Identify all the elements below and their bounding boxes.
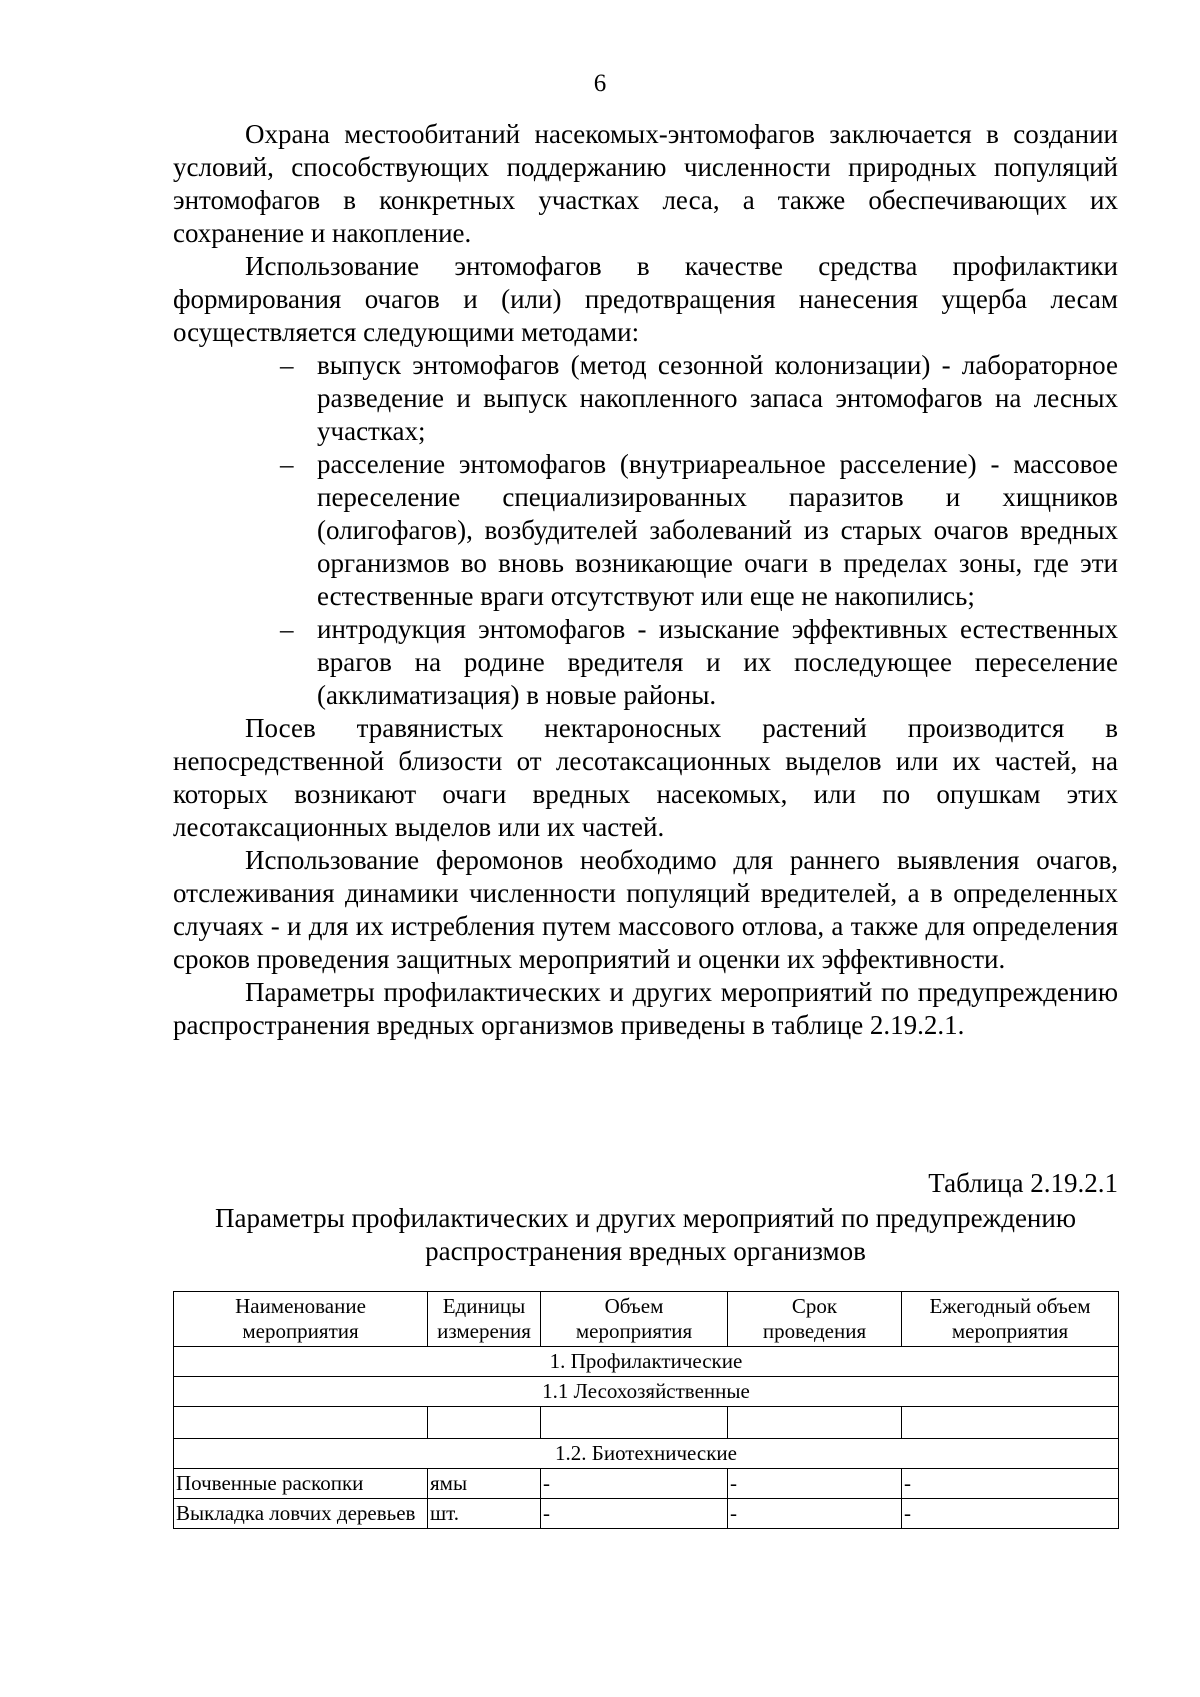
list-item-text: выпуск энтомофагов (метод сезонной колонизации) - лабораторное разведение и выпуск накопленного запаса энтомофагов на лесных участках; [317, 350, 1118, 446]
measures-table [173, 1291, 1119, 1529]
list-item [173, 349, 1118, 448]
cell-annual: - [902, 1499, 1119, 1529]
table-section-row [174, 1439, 1119, 1469]
paragraph-table-reference: Параметры профилактических и других мероприятий по предупреждению распространения вредных организмов приведены в таблице 2.19.2.1. [173, 977, 1118, 1040]
list-item-text: расселение энтомофагов (внутриареальное расселение) - массовое переселение специализированных паразитов и хищников (олигофагов), возбудителей заболеваний из старых очагов вредных организмов во вновь возникающие очаги в пределах зоны, где эти естественные враги отсутствуют или еще не накопились; [317, 449, 1118, 611]
table-title [173, 1202, 1118, 1268]
header-unit: Единицы измерения [428, 1292, 541, 1347]
table-cell [428, 1407, 541, 1439]
list-item-text: интродукция энтомофагов - изыскание эффективных естественных врагов на родине вредителя и их последующее переселение (акклиматизация) в новые районы. [317, 614, 1118, 710]
table-row [174, 1407, 1119, 1439]
list-item [173, 613, 1118, 712]
table-cell [541, 1407, 728, 1439]
page-number: 6 [593, 70, 607, 97]
cell-unit: шт. [428, 1499, 541, 1529]
section-forestry: 1.1 Лесохозяйственные [174, 1377, 1119, 1407]
body-text [173, 118, 1118, 1042]
header-name: Наименование мероприятия [174, 1292, 428, 1347]
paragraph-entomophage-habitats: Охрана местообитаний насекомых-энтомофагов заключается в создании условий, способствующих поддержанию численности природных популяций энтомофагов в конкретных участках леса, а также обеспечивающих их сохранение и накопление. [173, 119, 1118, 248]
header-volume: Объем мероприятия [541, 1292, 728, 1347]
header-period: Срок проведения [728, 1292, 902, 1347]
cell-name: Почвенные раскопки [174, 1469, 428, 1499]
table-cell [728, 1407, 902, 1439]
paragraph-nectar-plants: Посев травянистых нектароносных растений производится в непосредственной близости от лесотаксационных выделов или их частей, на которых возникают очаги вредных насекомых, или по опушкам этих лесотаксационных выделов или их частей. [173, 713, 1118, 842]
table-cell [902, 1407, 1119, 1439]
cell-period: - [728, 1469, 902, 1499]
table-title-line: Параметры профилактических и других мероприятий по предупреждению [214, 1203, 1077, 1233]
cell-volume: - [541, 1469, 728, 1499]
paragraph-entomophage-methods: Использование энтомофагов в качестве средства профилактики формирования очагов и (или) предотвращения нанесения ущерба лесам осуществляется следующими методами: [173, 251, 1118, 347]
table-header-row [174, 1292, 1119, 1347]
paragraph-pheromones: Использование феромонов необходимо для раннего выявления очагов, отслеживания динамики численности популяций вредителей, а в определенных случаях - и для их истребления путем массового отлова, а также для определения сроков проведения защитных мероприятий и оценки их эффективности. [173, 845, 1118, 974]
cell-unit: ямы [428, 1469, 541, 1499]
table-number: Таблица 2.19.2.1 [928, 1168, 1118, 1198]
table-caption [173, 1167, 1118, 1268]
list-dash: – [280, 614, 294, 644]
section-biotechnical: 1.2. Биотехнические [174, 1439, 1119, 1469]
table-title-line: распространения вредных организмов [425, 1236, 866, 1266]
table-row [174, 1499, 1119, 1529]
cell-volume: - [541, 1499, 728, 1529]
header-annual: Ежегодный объем мероприятия [902, 1292, 1119, 1347]
section-preventive: 1. Профилактические [174, 1347, 1119, 1377]
methods-list [173, 349, 1118, 712]
list-item [173, 448, 1118, 613]
cell-period: - [728, 1499, 902, 1529]
table-row [174, 1469, 1119, 1499]
cell-name: Выкладка ловчих деревьев [174, 1499, 428, 1529]
table-section-row [174, 1347, 1119, 1377]
table-section-row [174, 1377, 1119, 1407]
cell-annual: - [902, 1469, 1119, 1499]
list-dash: – [280, 449, 294, 479]
table-cell [174, 1407, 428, 1439]
list-dash: – [280, 350, 294, 380]
